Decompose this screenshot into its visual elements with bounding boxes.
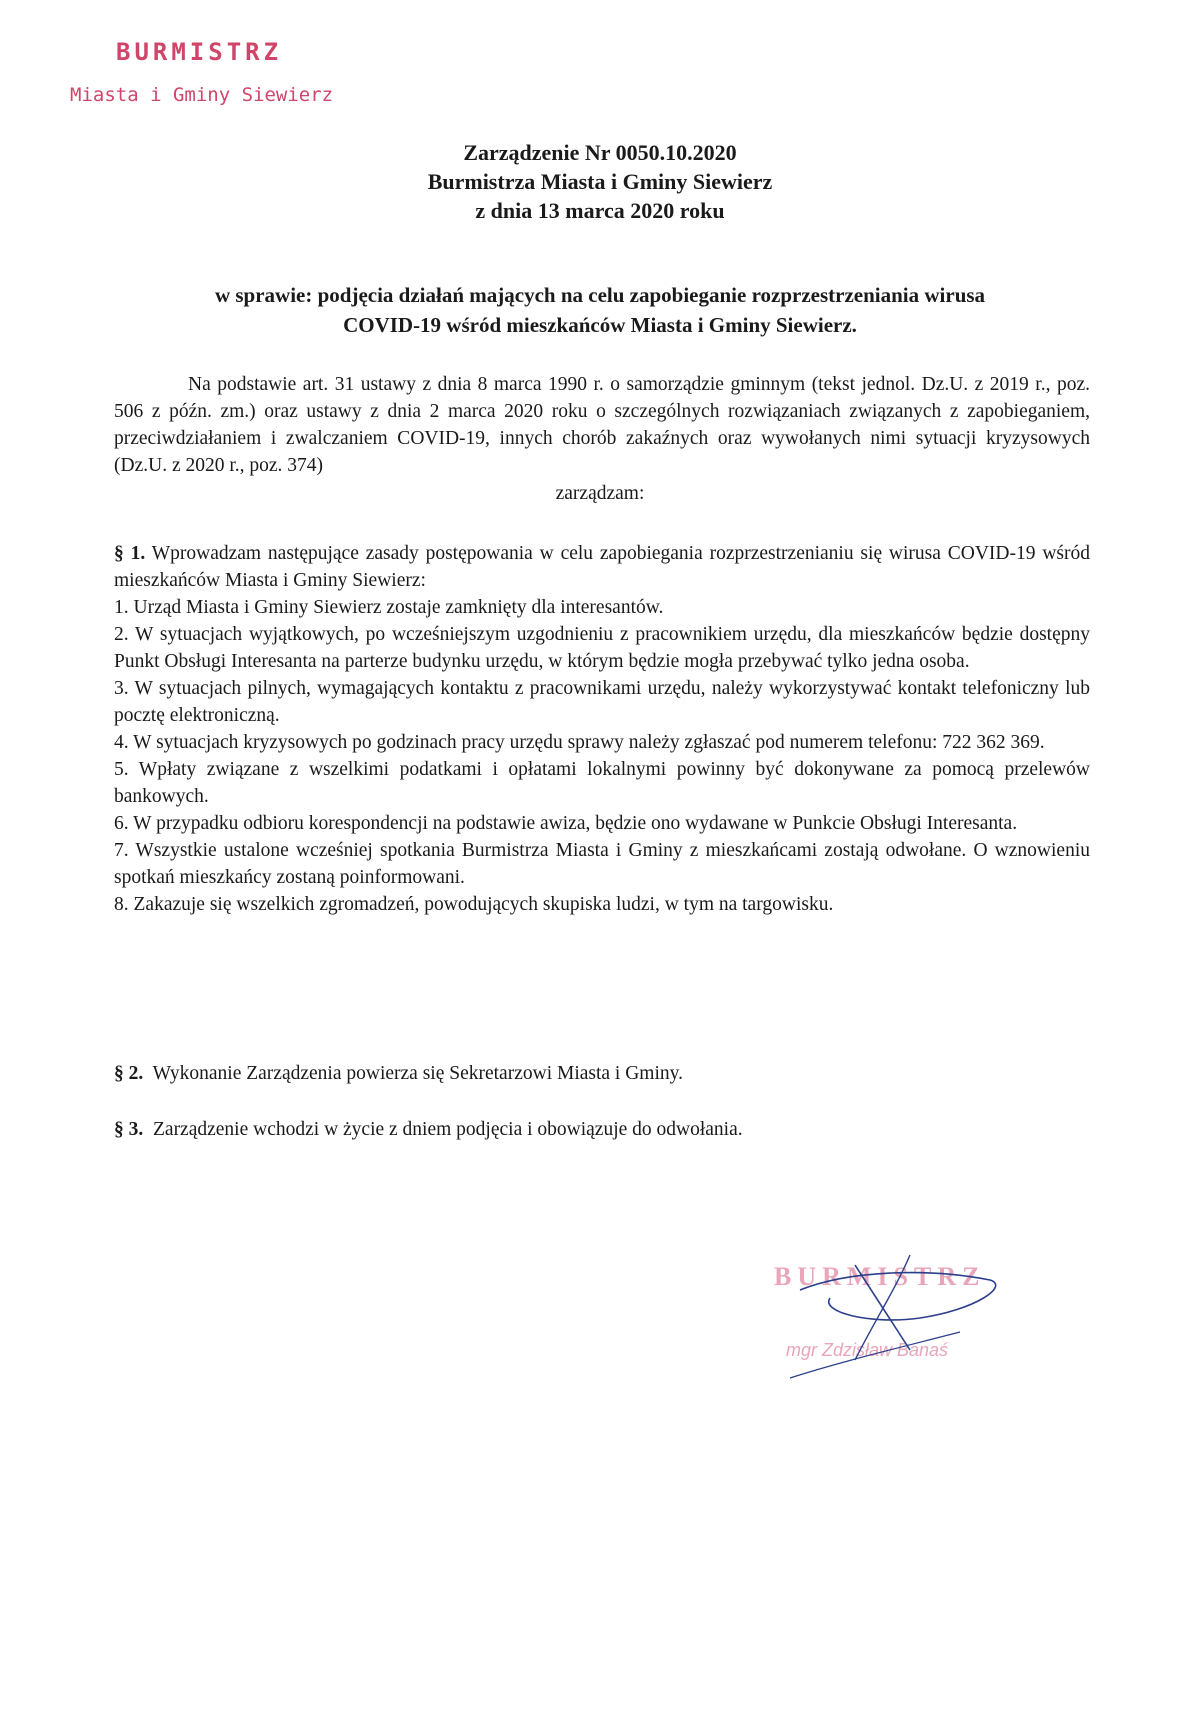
subject-line-1: w sprawie: podjęcia działań mających na celu zapobieganie rozprzestrzeniania wirusa [214,283,986,307]
stamp-title: BURMISTRZ [116,38,283,66]
decree-date: z dnia 13 marca 2020 roku [475,198,725,223]
list-item: 4. W sytuacjach kryzysowych po godzinach pracy urzędu sprawy należy zgłaszać pod numerem telefonu: 722 362 369. [114,732,1045,753]
list-item: 5. Wpłaty związane z wszelkimi podatkami i opłatami lokalnymi powinny być dokonywane za pomocą przelewów bankowych. [114,759,1090,807]
section-3-mark: § 3. [114,1119,144,1140]
section-2-text: Wykonanie Zarządzenia powierza się Sekretarzowi Miasta i Gminy. [152,1063,684,1084]
list-item: 8. Zakazuje się wszelkich zgromadzeń, powodujących skupiska ludzi, w tym na targowisku. [114,894,834,915]
signature-block [760,1250,1020,1380]
decree-subject [0,280,1200,340]
document-header [0,138,1200,225]
section-2 [114,1063,683,1085]
list-item: 7. Wszystkie ustalone wcześniej spotkania Burmistrza Miasta i Gminy z mieszkańcami zostają odwołane. O wznowieniu spotkań mieszkańcy zostaną poinformowani. [114,840,1090,888]
stamp-subtitle: Miasta i Gminy Siewierz [70,84,334,106]
section-1-lead-text: Wprowadzam następujące zasady postępowania w celu zapobiegania rozprzestrzenianiu się wirusa COVID-19 wśród mieszkańców Miasta i Gminy Siewierz: [114,543,1090,591]
signature-stamp-title: BURMISTRZ [774,1262,986,1291]
subject-line-2: COVID-19 wśród mieszkańców Miasta i Gminy Siewierz. [343,313,857,337]
list-item: 3. W sytuacjach pilnych, wymagających kontaktu z pracownikami urzędu, należy wykorzystywać kontakt telefoniczny lub pocztę elektroniczną. [114,678,1090,726]
section-3 [114,1119,743,1141]
section-1-lead [114,540,1090,594]
list-item: 2. W sytuacjach wyjątkowych, po wcześniejszym uzgodnieniu z pracownikiem urzędu, dla mieszkańców będzie dostępny Punkt Obsługi Interesanta na parterze budynku urzędu, w którym będzie mogła przebywać tylko jedna osoba. [114,624,1090,672]
list-item: 1. Urząd Miasta i Gminy Siewierz zostaje zamknięty dla interesantów. [114,597,664,618]
decree-word: zarządzam: [555,483,645,504]
legal-basis-paragraph: Na podstawie art. 31 ustawy z dnia 8 marca 1990 r. o samorządzie gminnym (tekst jednol. Dz.U. z 2019 r., poz. 506 z późn. zm.) oraz ustawy z dnia 2 marca 2020 roku o szczególnych rozwiązaniach związanych z zapobieganiem, przeciwdziałaniem i zwalczaniem COVID-19, innych chorób zakaźnych oraz wywołanych nimi sytuacji kryzysowych (Dz.U. z 2020 r., poz. 374) [114,374,1090,476]
section-2-mark: § 2. [114,1063,144,1084]
decree-issuer: Burmistrza Miasta i Gminy Siewierz [427,169,773,194]
signature-stamp-name: mgr Zdzisław Banaś [786,1340,949,1360]
list-item: 6. W przypadku odbioru korespondencji na podstawie awiza, będzie ono wydawane w Punkcie Obsługi Interesanta. [114,813,1018,834]
section-1 [114,540,1090,918]
decree-number: Zarządzenie Nr 0050.10.2020 [463,140,737,165]
section-3-text: Zarządzenie wchodzi w życie z dniem podjęcia i obowiązuje do odwołania. [153,1119,743,1140]
handwritten-signature [760,1250,1020,1380]
section-1-mark: § 1. [114,543,146,564]
